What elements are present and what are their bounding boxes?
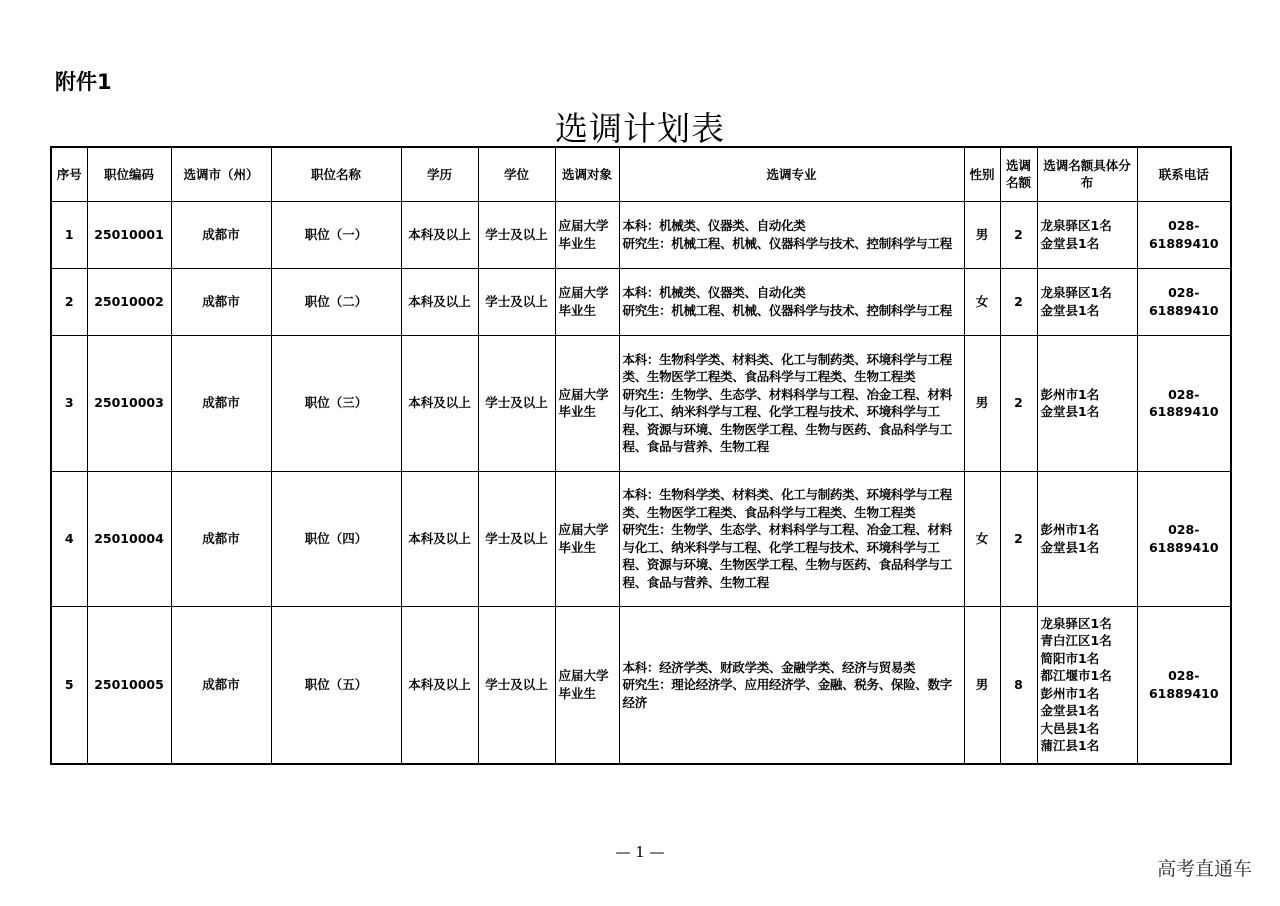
table-row (51, 201, 1231, 268)
cell-city: 成都市 (171, 471, 271, 606)
cell-major (619, 606, 964, 764)
distribution-line: 金堂县1名 (1040, 302, 1100, 318)
cell-education: 本科及以上 (401, 335, 478, 471)
cell-distribution (1037, 335, 1137, 471)
cell-position: 职位（四） (271, 471, 401, 606)
cell-position: 职位（一） (271, 201, 401, 268)
cell-city: 成都市 (171, 201, 271, 268)
cell-seq: 2 (51, 268, 87, 335)
major-line: 本科：生物科学类、材料类、化工与制药类、环境科学与工程类、生物医学工程类、食品科学与工程类、生物工程类 (622, 487, 952, 520)
cell-gender: 女 (964, 471, 1000, 606)
table-header-row (51, 147, 1231, 201)
cell-major (619, 335, 964, 471)
header-degree: 学位 (478, 147, 555, 201)
distribution-line: 简阳市1名 (1040, 650, 1100, 666)
watermark: 高考直通车 (1156, 858, 1252, 880)
cell-gender: 女 (964, 268, 1000, 335)
header-city: 选调市（州） (171, 147, 271, 201)
cell-education: 本科及以上 (401, 606, 478, 764)
cell-target: 应届大学毕业生 (555, 268, 619, 335)
header-major: 选调专业 (619, 147, 964, 201)
header-phone: 联系电话 (1137, 147, 1231, 201)
cell-degree: 学士及以上 (478, 335, 555, 471)
cell-code: 25010004 (87, 471, 171, 606)
header-position: 职位名称 (271, 147, 401, 201)
distribution-line: 彭州市1名 (1040, 386, 1100, 402)
distribution-line: 都江堰市1名 (1040, 668, 1112, 684)
cell-phone: 028-61889410 (1137, 201, 1231, 268)
distribution-line: 青白江区1名 (1040, 633, 1112, 649)
major-line: 本科：机械类、仪器类、自动化类 (622, 285, 806, 300)
cell-distribution (1037, 201, 1137, 268)
cell-distribution (1037, 471, 1137, 606)
major-line: 研究生：生物学、生态学、材料科学与工程、冶金工程、材料与化工、纳米科学与工程、化学工程与技术、环境科学与工程、资源与环境、生物医学工程、生物与医药、食品科学与工程、食品与营养、生物工程 (622, 386, 952, 454)
cell-quota: 8 (1000, 606, 1037, 764)
table-row (51, 606, 1231, 764)
cell-quota: 2 (1000, 268, 1037, 335)
cell-gender: 男 (964, 335, 1000, 471)
cell-seq: 1 (51, 201, 87, 268)
cell-quota: 2 (1000, 335, 1037, 471)
cell-major (619, 471, 964, 606)
distribution-line: 彭州市1名 (1040, 522, 1100, 537)
cell-position: 职位（三） (271, 335, 401, 471)
cell-target: 应届大学毕业生 (555, 606, 619, 764)
distribution-line: 大邑县1名 (1040, 720, 1100, 736)
header-target: 选调对象 (555, 147, 619, 201)
major-line: 本科：机械类、仪器类、自动化类 (622, 218, 806, 233)
table-row (51, 471, 1231, 606)
cell-degree: 学士及以上 (478, 268, 555, 335)
cell-city: 成都市 (171, 606, 271, 764)
major-line: 研究生：机械工程、机械、仪器科学与技术、控制科学与工程 (622, 235, 952, 251)
distribution-line: 彭州市1名 (1040, 685, 1100, 701)
distribution-line: 龙泉驿区1名 (1040, 615, 1112, 631)
major-line: 本科：经济学类、财政学类、金融学类、经济与贸易类 (622, 659, 916, 675)
distribution-line: 金堂县1名 (1040, 235, 1100, 251)
cell-degree: 学士及以上 (478, 201, 555, 268)
distribution-line: 蒲江县1名 (1040, 738, 1100, 754)
distribution-line: 金堂县1名 (1040, 703, 1100, 719)
cell-code: 25010005 (87, 606, 171, 764)
header-distribution: 选调名额具体分布 (1037, 147, 1137, 201)
cell-seq: 5 (51, 606, 87, 764)
cell-quota: 2 (1000, 471, 1037, 606)
cell-phone: 028-61889410 (1137, 335, 1231, 471)
major-line: 本科：生物科学类、材料类、化工与制药类、环境科学与工程类、生物医学工程类、食品科学与工程类、生物工程类 (622, 351, 952, 384)
major-line: 研究生：理论经济学、应用经济学、金融、税务、保险、数字经济 (622, 677, 952, 710)
cell-quota: 2 (1000, 201, 1037, 268)
header-seq: 序号 (51, 147, 87, 201)
distribution-line: 金堂县1名 (1040, 404, 1100, 419)
cell-major (619, 201, 964, 268)
header-gender: 性别 (964, 147, 1000, 201)
cell-city: 成都市 (171, 268, 271, 335)
distribution-line: 龙泉驿区1名 (1040, 218, 1112, 233)
table-body (51, 201, 1231, 764)
cell-major (619, 268, 964, 335)
page-title: 选调计划表 (555, 109, 725, 148)
cell-code: 25010003 (87, 335, 171, 471)
cell-position: 职位（二） (271, 268, 401, 335)
header-education: 学历 (401, 147, 478, 201)
cell-degree: 学士及以上 (478, 471, 555, 606)
cell-code: 25010002 (87, 268, 171, 335)
table-row (51, 335, 1231, 471)
cell-target: 应届大学毕业生 (555, 335, 619, 471)
cell-education: 本科及以上 (401, 471, 478, 606)
cell-degree: 学士及以上 (478, 606, 555, 764)
header-code: 职位编码 (87, 147, 171, 201)
cell-code: 25010001 (87, 201, 171, 268)
cell-phone: 028-61889410 (1137, 606, 1231, 764)
major-line: 研究生：生物学、生态学、材料科学与工程、冶金工程、材料与化工、纳米科学与工程、化学工程与技术、环境科学与工程、资源与环境、生物医学工程、生物与医药、食品科学与工程、食品与营养、生物工程 (622, 522, 952, 590)
cell-gender: 男 (964, 606, 1000, 764)
distribution-line: 金堂县1名 (1040, 539, 1100, 555)
cell-target: 应届大学毕业生 (555, 201, 619, 268)
header-quota: 选调名额 (1000, 147, 1037, 201)
page-number: — 1 — (615, 843, 665, 861)
cell-seq: 4 (51, 471, 87, 606)
table-row (51, 268, 1231, 335)
cell-phone: 028-61889410 (1137, 268, 1231, 335)
cell-education: 本科及以上 (401, 201, 478, 268)
cell-gender: 男 (964, 201, 1000, 268)
attachment-label: 附件1 (55, 70, 112, 94)
cell-distribution (1037, 606, 1137, 764)
cell-seq: 3 (51, 335, 87, 471)
cell-city: 成都市 (171, 335, 271, 471)
cell-position: 职位（五） (271, 606, 401, 764)
distribution-line: 龙泉驿区1名 (1040, 285, 1112, 300)
cell-education: 本科及以上 (401, 268, 478, 335)
cell-target: 应届大学毕业生 (555, 471, 619, 606)
cell-phone: 028-61889410 (1137, 471, 1231, 606)
cell-distribution (1037, 268, 1137, 335)
selection-plan-table (50, 146, 1232, 765)
major-line: 研究生：机械工程、机械、仪器科学与技术、控制科学与工程 (622, 302, 952, 318)
